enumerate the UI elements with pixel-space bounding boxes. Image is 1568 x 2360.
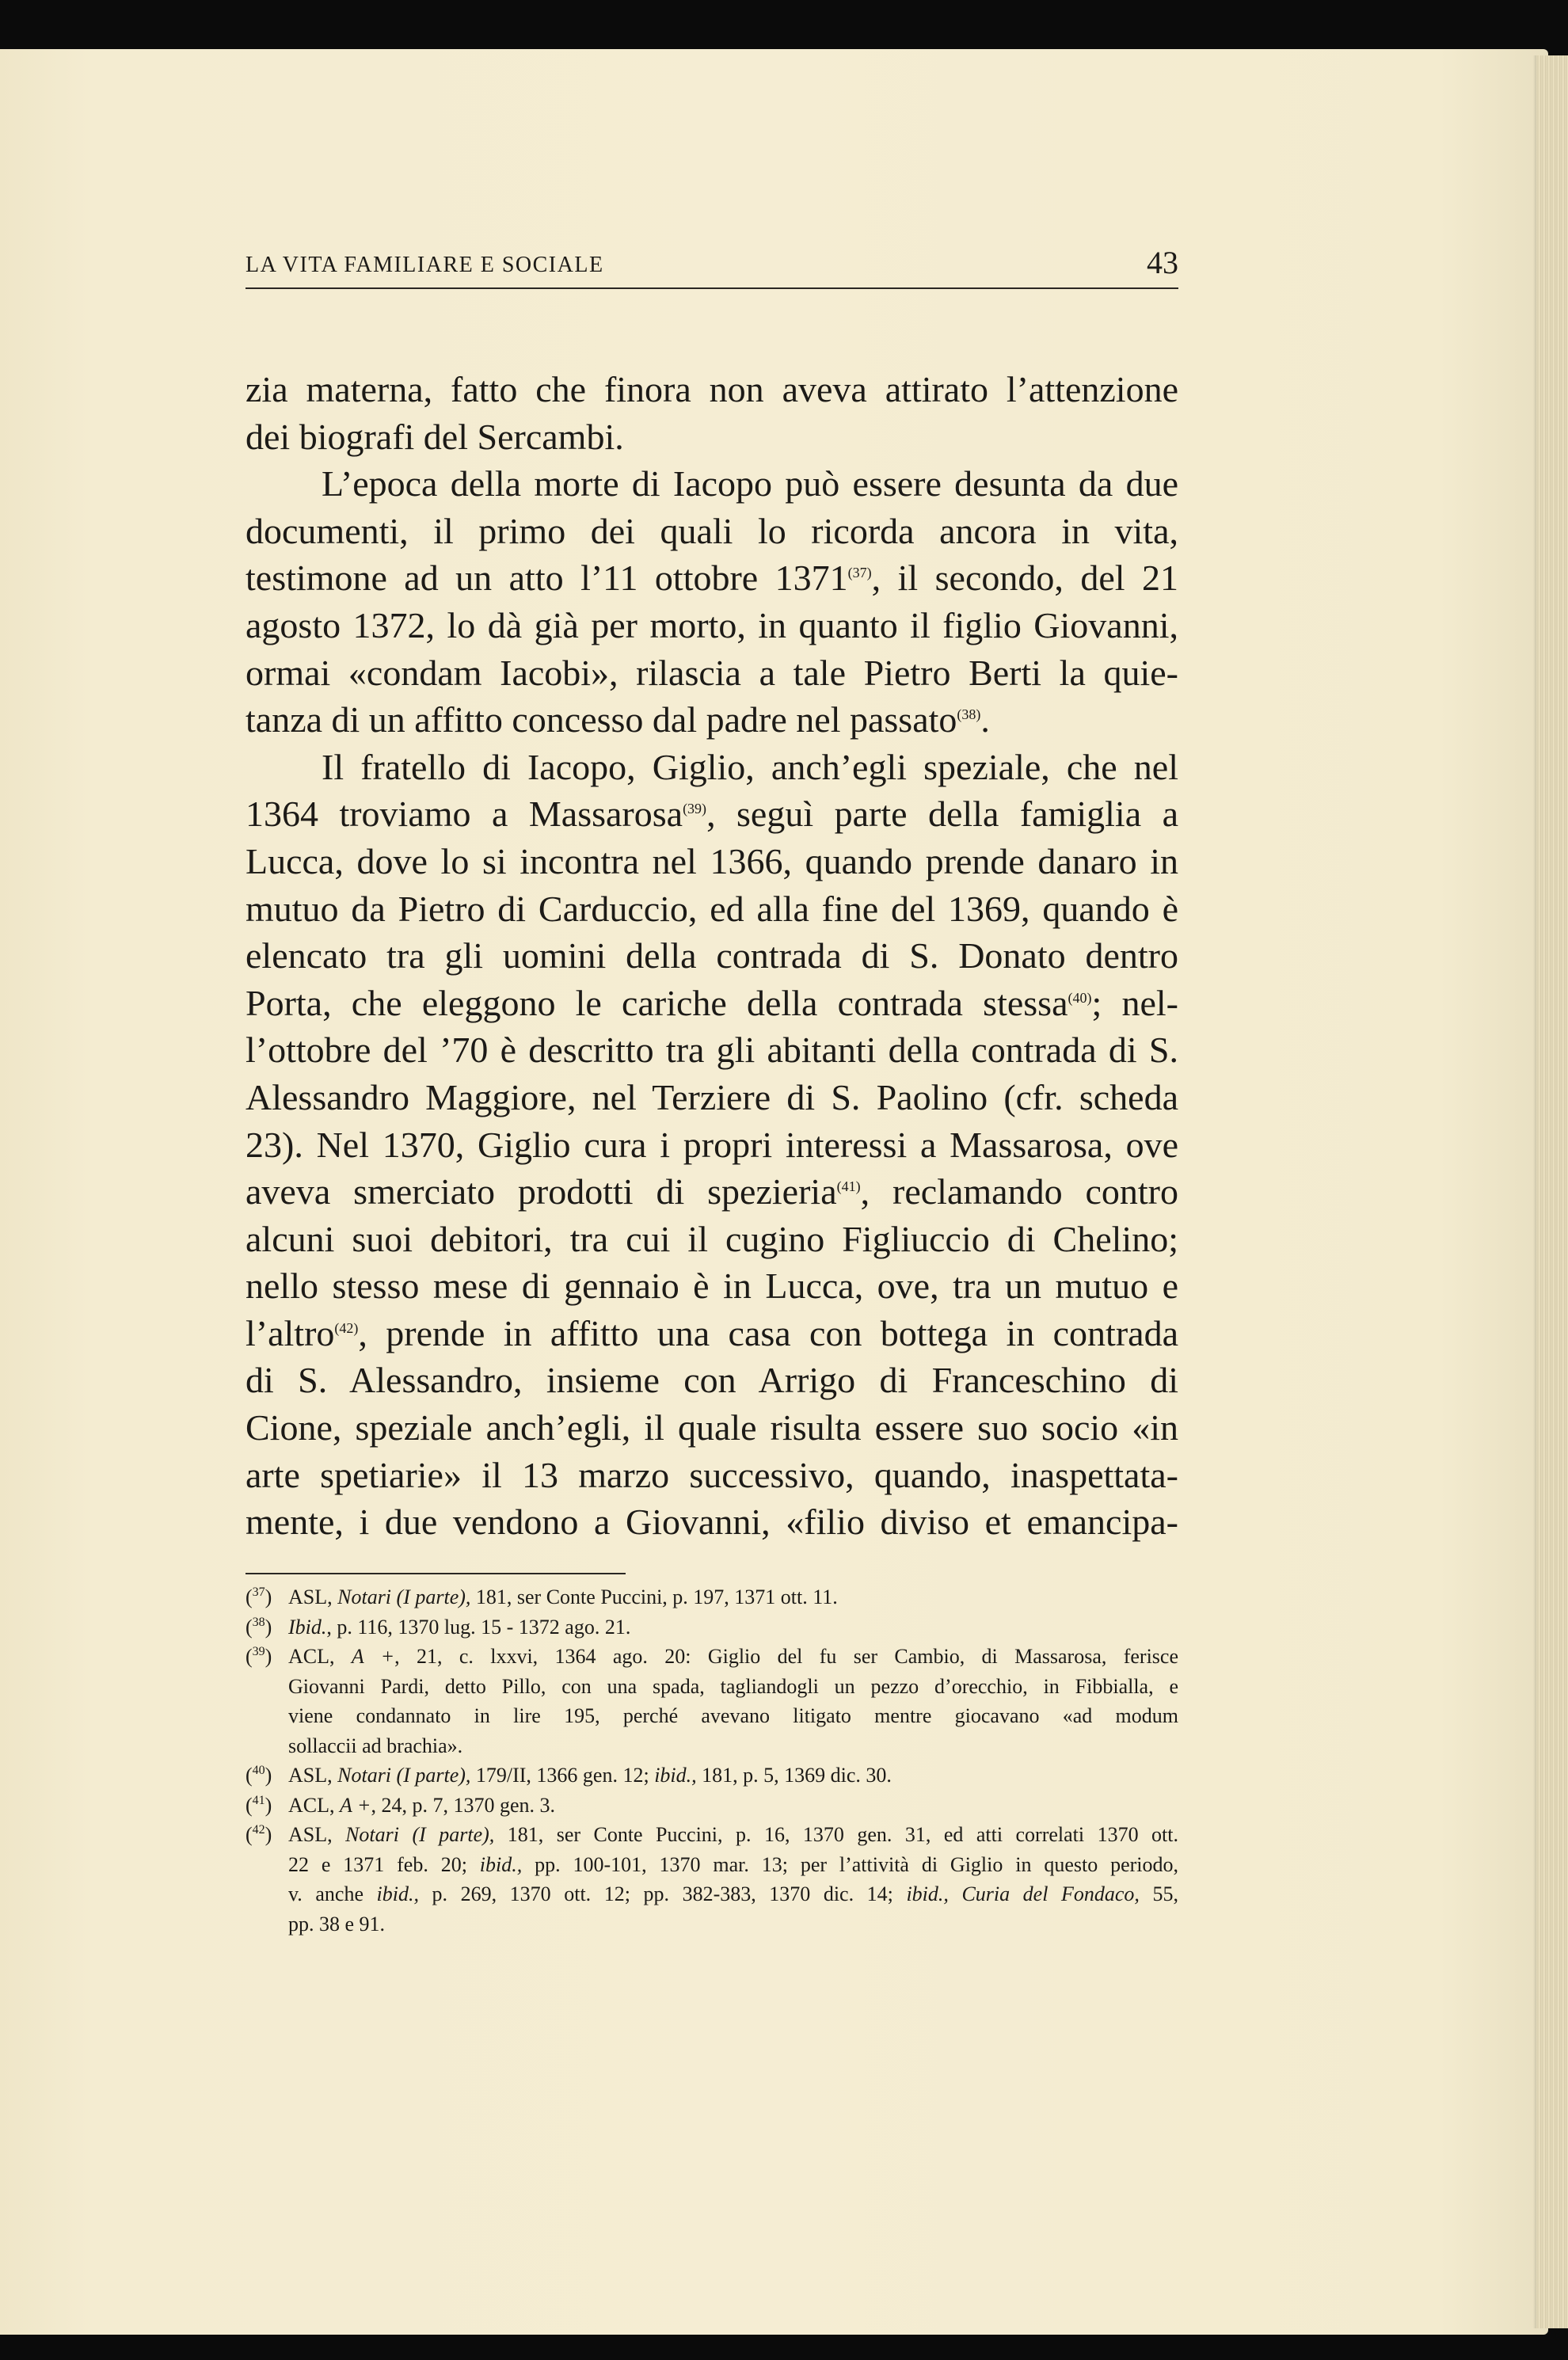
text-line: zia materna, fatto che finora non aveva attirato l’attenzione xyxy=(245,369,1178,409)
footnote-reference[interactable]: (38) xyxy=(957,706,981,723)
footnote-marker: ($^{41}$) xyxy=(245,1793,272,1817)
text-fragment: aveva smerciato prodotti di spezieria xyxy=(245,1171,837,1212)
text-line xyxy=(245,554,1178,602)
text-line: L’epoca della morte di Iacopo può essere desunta da due xyxy=(322,463,1178,504)
text-fragment: , seguì parte della famiglia a xyxy=(706,794,1178,835)
page-number: 43 xyxy=(1147,245,1178,280)
text-line xyxy=(245,980,1178,1027)
text-fragment: , prende in affitto una casa con bottega in contrada xyxy=(358,1312,1178,1353)
footnote-marker: ($^{37}$) xyxy=(245,1585,272,1608)
footnote-line: ASL, Notari (I parte), 181, ser Conte Puccini, p. 197, 1371 ott. 11. xyxy=(288,1585,838,1608)
text-line: l’ottobre del ’70 è descritto tra gli abitanti della contrada di S. xyxy=(245,1030,1178,1071)
footnote-40 xyxy=(245,1760,1178,1791)
footnote-line: viene condannato in lire 195, perché avevano litigato mentre giocavano «ad modum xyxy=(288,1704,1178,1727)
text-fragment: ; nel- xyxy=(1091,982,1178,1023)
footnote-marker: ($^{39}$) xyxy=(245,1645,272,1668)
footnote-41 xyxy=(245,1791,1178,1821)
text-fragment: . xyxy=(980,699,990,740)
text-fragment: 1364 troviamo a Massarosa xyxy=(245,794,683,835)
footnote-reference[interactable]: (39) xyxy=(683,801,707,817)
footnote-line: ASL, Notari (I parte), 181, ser Conte Puccini, p. 16, 1370 gen. 31, ed atti correlati 1370 ott. xyxy=(288,1823,1178,1846)
text-line xyxy=(245,1168,1178,1216)
footnotes xyxy=(245,1582,1178,1939)
footnote-divider xyxy=(245,1573,626,1574)
text-line: 23). Nel 1370, Giglio cura i propri interessi a Massarosa, ove xyxy=(245,1124,1178,1165)
footnote-reference[interactable]: (40) xyxy=(1068,989,1092,1006)
running-header xyxy=(245,242,1178,289)
running-title: LA VITA FAMILIARE E SOCIALE xyxy=(245,253,604,277)
text-fragment: l’altro xyxy=(245,1312,335,1353)
footnote-reference[interactable]: (42) xyxy=(334,1319,359,1336)
text-line xyxy=(245,790,1178,838)
text-line: mutuo da Pietro di Carduccio, ed alla fine del 1369, quando è xyxy=(245,888,1178,929)
footnote-marker: ($^{40}$) xyxy=(245,1764,272,1787)
footnote-37 xyxy=(245,1582,1178,1612)
text-fragment: , reclamando contro xyxy=(860,1171,1178,1212)
footnote-line: sollaccii ad brachia». xyxy=(288,1734,463,1757)
text-line: nello stesso mese di gennaio è in Lucca, ove, tra un mutuo e xyxy=(245,1266,1178,1307)
text-line: documenti, il primo dei quali lo ricorda ancora in vita, xyxy=(245,510,1178,551)
footnote-line: ASL, Notari (I parte), 179/II, 1366 gen. 12; ibid., 181, p. 5, 1369 dic. 30. xyxy=(288,1764,892,1787)
text-line: alcuni suoi debitori, tra cui il cugino Figliuccio di Chelino; xyxy=(245,1218,1178,1259)
text-line: arte spetiarie» il 13 marzo successivo, quando, inaspettata- xyxy=(245,1454,1178,1495)
footnote-39 xyxy=(245,1642,1178,1760)
footnote-marker: ($^{42}$) xyxy=(245,1823,272,1846)
text-line: mente, i due vendono a Giovanni, «filio diviso et emancipa- xyxy=(245,1502,1178,1543)
text-line xyxy=(245,696,1178,744)
text-line: Il fratello di Iacopo, Giglio, anch’egli speziale, che nel xyxy=(322,746,1178,787)
footnote-marker: ($^{38}$) xyxy=(245,1615,272,1639)
footnote-line: v. anche ibid., p. 269, 1370 ott. 12; pp. 382-383, 1370 dic. 14; ibid., Curia del Fondaco, 55, xyxy=(288,1882,1178,1905)
text-fragment: Porta, che eleggono le cariche della contrada stessa xyxy=(245,982,1068,1023)
footnote-line: Giovanni Pardi, detto Pillo, con una spada, tagliandogli un pezzo d’orecchio, in Fibbialla, e xyxy=(288,1674,1178,1698)
footnote-reference[interactable]: (41) xyxy=(836,1178,861,1195)
text-fragment: , il secondo, del 21 xyxy=(871,558,1178,599)
text-line: Cione, speziale anch’egli, il quale risulta essere suo socio «in xyxy=(245,1407,1178,1448)
text-line: ormai «condam Iacobi», rilascia a tale Pietro Berti la quie- xyxy=(245,652,1178,693)
page-edges xyxy=(1536,55,1568,2328)
text-line: elencato tra gli uomini della contrada di S. Donato dentro xyxy=(245,935,1178,976)
text-line: di S. Alessandro, insieme con Arrigo di Franceschino di xyxy=(245,1360,1178,1401)
text-line: agosto 1372, lo dà già per morto, in quanto il figlio Giovanni, xyxy=(245,604,1178,645)
footnote-38 xyxy=(245,1612,1178,1642)
text-line: Alessandro Maggiore, nel Terziere di S. Paolino (cfr. scheda xyxy=(245,1076,1178,1117)
footnote-line: ACL, A +, 24, p. 7, 1370 gen. 3. xyxy=(288,1793,556,1817)
footnote-line: 22 e 1371 feb. 20; ibid., pp. 100-101, 1370 mar. 13; per l’attività di Giglio in questo periodo, xyxy=(288,1852,1178,1876)
footnote-line: ACL, A +, 21, c. lxxvi, 1364 ago. 20: Giglio del fu ser Cambio, di Massarosa, ferisce xyxy=(288,1645,1178,1668)
footnote-reference[interactable]: (37) xyxy=(847,565,872,581)
main-text xyxy=(245,366,1178,1546)
footnote-line: pp. 38 e 91. xyxy=(288,1912,386,1936)
text-fragment: testimone ad un atto l’11 ottobre 1371 xyxy=(245,558,848,599)
text-fragment: tanza di un affitto concesso dal padre nel passato xyxy=(245,699,957,740)
footnote-line: Ibid., p. 116, 1370 lug. 15 - 1372 ago. 21. xyxy=(288,1615,631,1639)
text-line xyxy=(245,1310,1178,1357)
footnote-42 xyxy=(245,1820,1178,1939)
text-line: Lucca, dove lo si incontra nel 1366, quando prende danaro in xyxy=(245,840,1178,881)
text-line: dei biografi del Sercambi. xyxy=(245,416,624,457)
